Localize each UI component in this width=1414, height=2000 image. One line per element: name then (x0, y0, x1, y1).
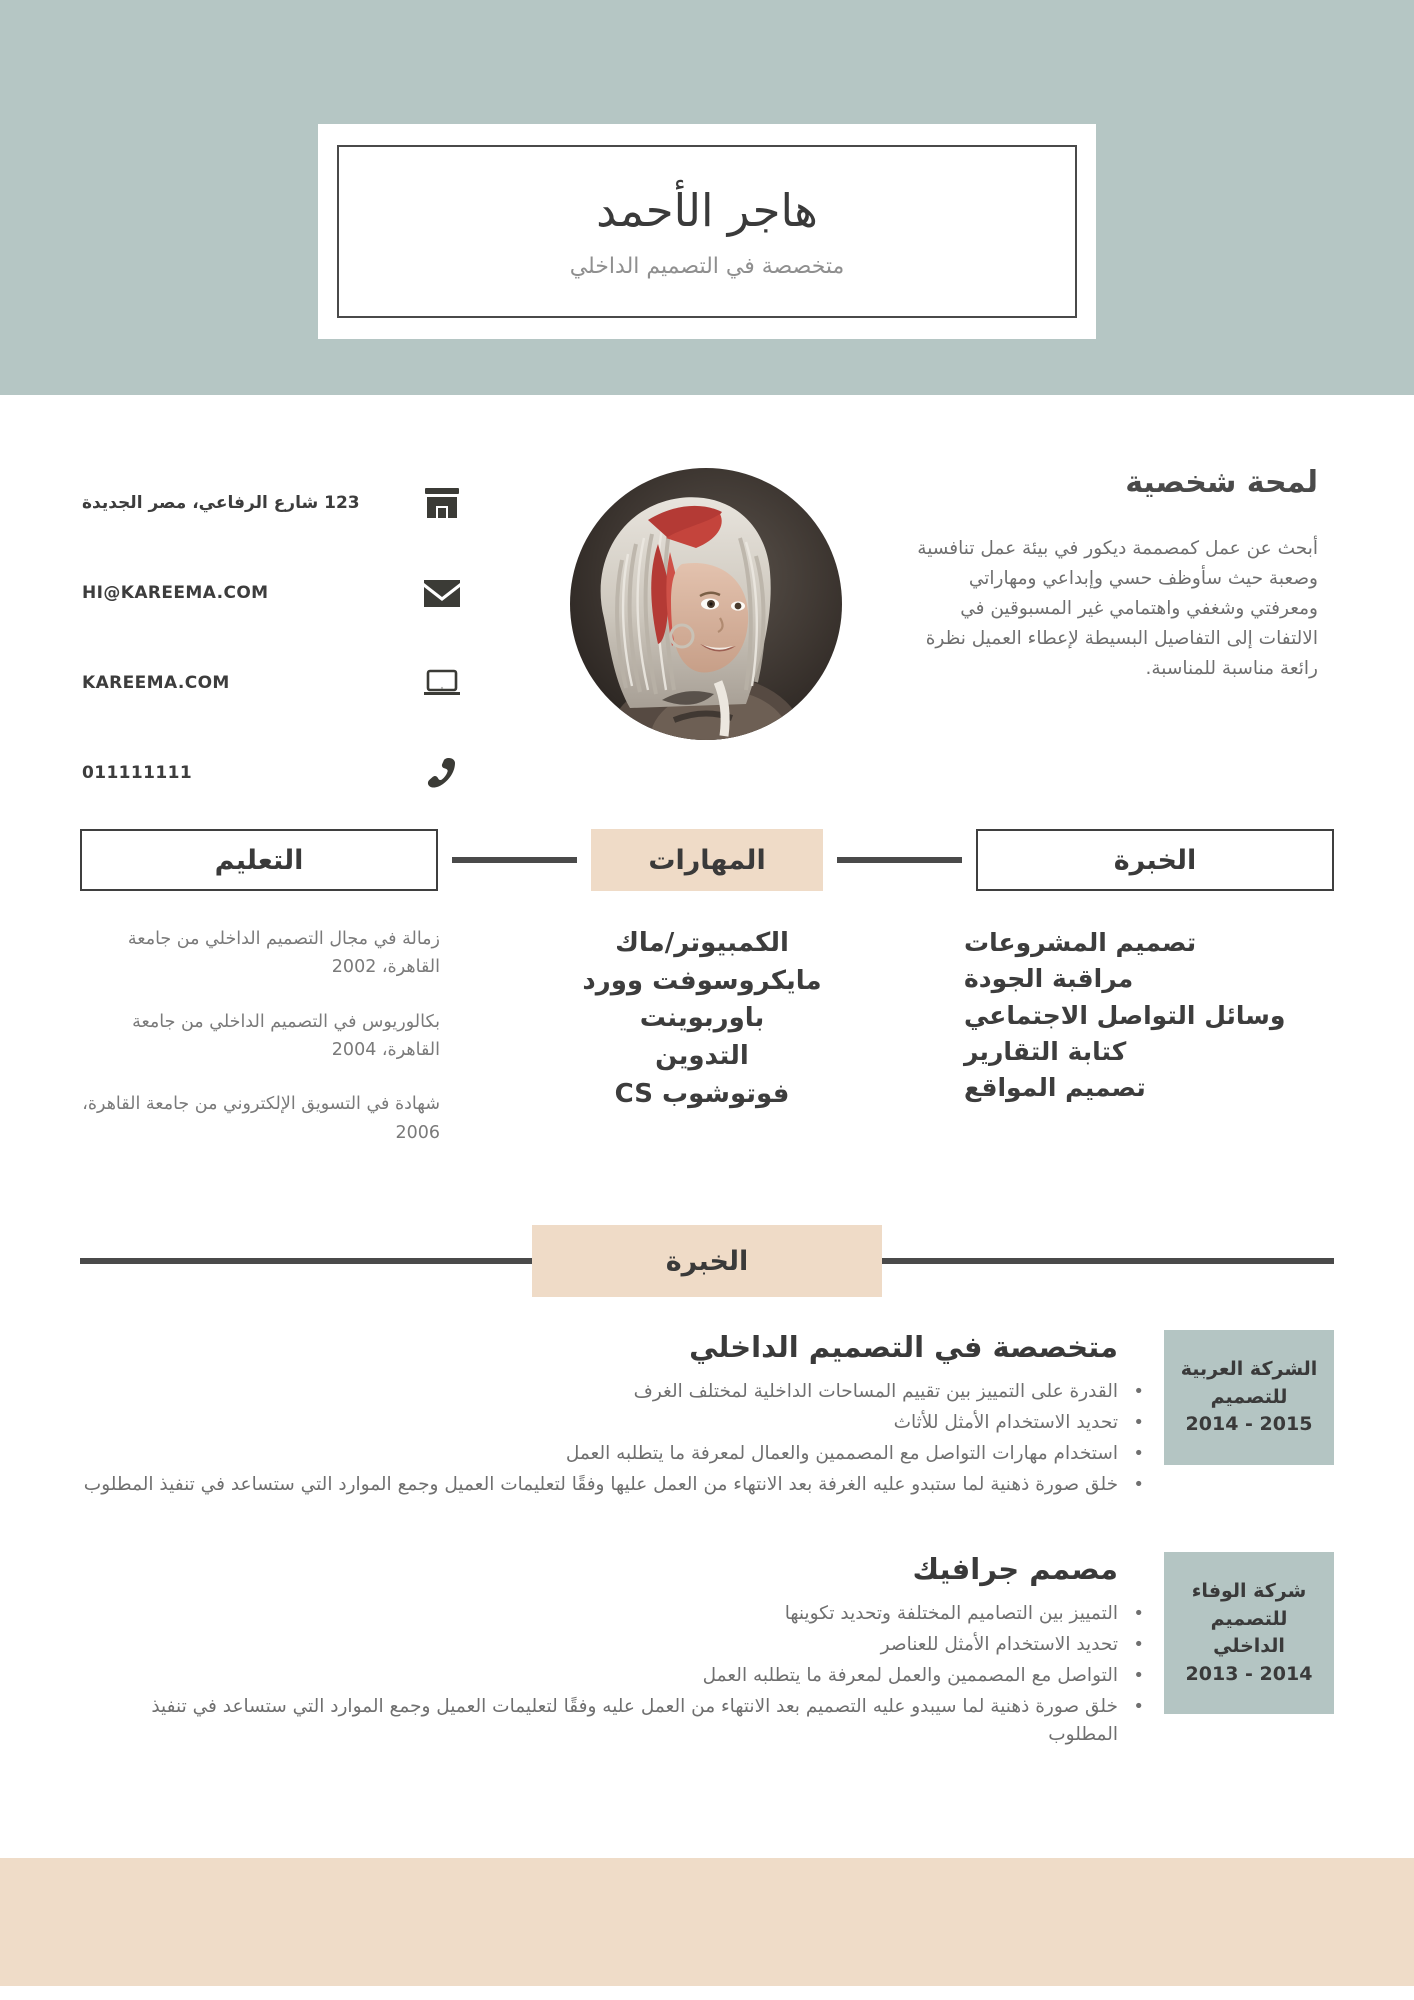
list-item: خلق صورة ذهنية لما ستبدو عليه الغرفة بعد الانتهاء من العمل عليها وفقًا لتعليمات العميل وجمع الموارد التي ستساعد في تنفيذ المطلوب • (80, 1471, 1118, 1499)
divider-line-left (882, 1258, 1334, 1264)
job-company-box (1164, 1552, 1334, 1714)
list-item: باوربوينت (639, 1003, 765, 1034)
list-item: تحديد الاستخدام الأمثل للأثاث • (80, 1409, 1118, 1437)
envelope-icon (416, 570, 468, 616)
list-item: التمييز بين التصاميم المختلفة وتحديد تكوينها • (80, 1600, 1118, 1628)
job-bullet-list (80, 1600, 1118, 1750)
job-role-title: متخصصة في التصميم الداخلي (689, 1330, 1118, 1364)
list-item: بكالوريوس في التصميم الداخلي من جامعة القاهرة، 2004 (132, 1011, 440, 1061)
contact-value-address: 123 شارع الرفاعي، مصر الجديدة (82, 493, 360, 513)
laptop-icon (416, 660, 468, 706)
contact-row-phone (78, 742, 468, 804)
experience-skill-list (964, 925, 1334, 1173)
list-item: وسائل التواصل الاجتماعي (964, 1000, 1286, 1030)
tri-header-education: التعليم (80, 829, 438, 891)
job-entry (80, 1552, 1334, 1753)
contact-row-email (78, 562, 468, 624)
list-item: تحديد الاستخدام الأمثل للعناصر • (80, 1631, 1118, 1659)
avatar (570, 468, 842, 740)
page-title: هاجر الأحمد (596, 184, 818, 237)
list-item: مراقبة الجودة (964, 964, 1134, 994)
header-connector-line-right (452, 857, 577, 863)
list-item: فوتوشوب CS (614, 1078, 790, 1109)
summary-text: أبحث عن عمل كمصممة ديكور في بيئة عمل تنافسية وصعبة حيث سأوظف حسي وإبداعي ومهاراتي ومعرفتي وشغفي واهتمامي غير المسبوقين في الالتفات إلى التفاصيل البسيطة لإعطاء العميل نظرة رائعة مناسبة للمناسبة. (917, 538, 1318, 679)
experience-section-divider (80, 1225, 1334, 1297)
job-company-name: الشركة العربية للتصميم (1180, 1358, 1318, 1408)
list-item: استخدام مهارات التواصل مع المصممين والعمال لمعرفة ما يتطلبه العمل • (80, 1440, 1118, 1468)
list-item: شهادة في التسويق الإلكتروني من جامعة القاهرة، 2006 (82, 1094, 440, 1143)
contact-row-address (78, 472, 468, 534)
footer-background-band (0, 1858, 1414, 1986)
job-body (80, 1330, 1118, 1502)
list-item: زمالة في مجال التصميم الداخلي من جامعة القاهرة، 2002 (127, 929, 440, 978)
tri-header-experience: الخبرة (976, 829, 1334, 891)
list-item: تصميم المواقع (964, 1073, 1146, 1102)
job-company-box (1164, 1330, 1334, 1465)
contact-block (78, 472, 468, 832)
list-item: خلق صورة ذهنية لما سيبدو عليه التصميم بعد الانتهاء من العمل عليه وفقًا لتعليمات العميل وجمع الموارد التي ستساعد في تنفيذ المطلوب • (80, 1693, 1118, 1749)
nameplate (337, 145, 1077, 318)
tri-section-headers (80, 829, 1334, 891)
list-item: الكمبيوتر/ماك (615, 928, 789, 958)
job-body (80, 1552, 1118, 1753)
job-entry (80, 1330, 1334, 1502)
tri-section-content (80, 925, 1334, 1173)
list-item: القدرة على التمييز بين تقييم المساحات الداخلية لمختلف الغرف • (80, 1378, 1118, 1406)
job-company-name: شركة الوفاء للتصميم الداخلي (1191, 1580, 1307, 1658)
contact-value-phone[interactable]: 011111111 (82, 763, 193, 783)
store-icon (416, 480, 468, 526)
summary-title: لمحة شخصية (1125, 465, 1318, 500)
job-dates: 2013 - 2014 (1185, 1662, 1313, 1685)
list-item: التدوين (655, 1041, 749, 1072)
header-connector-line-left (837, 857, 962, 863)
summary-block (910, 465, 1318, 684)
job-role-title: مصمم جرافيك (912, 1552, 1118, 1586)
portrait-photo (570, 468, 842, 740)
skills-list (532, 925, 872, 1173)
contact-row-website (78, 652, 468, 714)
job-dates: 2014 - 2015 (1185, 1413, 1313, 1436)
experience-section-title: الخبرة (532, 1225, 882, 1297)
job-bullet-list (80, 1378, 1118, 1499)
divider-line-right (80, 1258, 532, 1264)
contact-value-email[interactable]: HI@KAREEMA.COM (82, 583, 269, 603)
tri-header-skills: المهارات (591, 829, 823, 891)
list-item: تصميم المشروعات (964, 928, 1197, 957)
list-item: التواصل مع المصممين والعمل لمعرفة ما يتطلبه العمل • (80, 1662, 1118, 1690)
education-list (80, 925, 440, 1173)
phone-icon (416, 750, 468, 796)
page-subtitle: متخصصة في التصميم الداخلي (569, 254, 845, 279)
list-item: كتابة التقارير (964, 1036, 1127, 1066)
contact-value-website[interactable]: KAREEMA.COM (82, 673, 230, 693)
list-item: مايكروسوفت وورد (582, 965, 822, 996)
